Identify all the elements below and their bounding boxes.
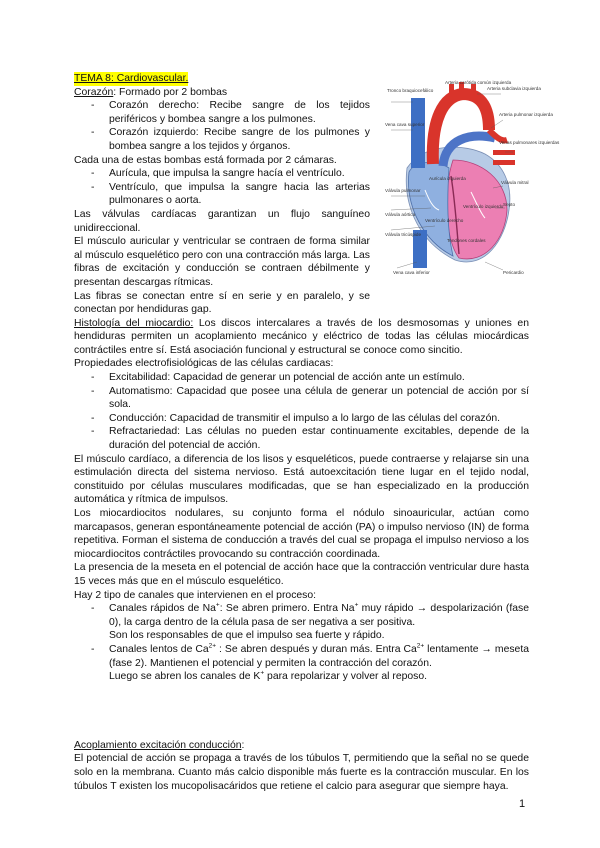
- rapidos-note: Son los responsables de que el impulso sea fuerte y rápido.: [109, 630, 385, 642]
- label-pericardio: Pericardio: [503, 270, 524, 275]
- musculo-text: El músculo auricular y ventricular se contraen de forma similar al músculo esquelético pero con una contracción más larga. Las fibras de excitación y conducción se contraen débilmente y presentan descargas rítmicas.: [74, 236, 370, 288]
- heart-diagram: [385, 80, 560, 276]
- list-item: - Excitabilidad: Capacidad de generar un potencial de acción ante un estímulo.: [74, 371, 529, 385]
- acoplamiento-heading: Acoplamiento excitación conducción:: [74, 739, 245, 751]
- spacer: [74, 684, 529, 739]
- label-auricula: Aurícula izquierda: [429, 176, 466, 181]
- label-arteria-carotida: Arteria carótida común izquierda: [445, 80, 512, 85]
- list-item: - Automatismo: Capacidad que posee una célula de generar un potencial de acción por sí sola.: [74, 385, 529, 412]
- label-vena-cava-inf: Vena cava inferior: [393, 270, 430, 275]
- label-arteria-subclavia: Arteria subclavia izquierda: [487, 86, 541, 91]
- list-item: - Corazón izquierdo: Recibe sangre de los pulmones y bombea sangre a los tejidos y órganos.: [74, 126, 370, 153]
- canales-list: [74, 602, 529, 629]
- label-septo: Septo: [503, 202, 516, 207]
- label-ventriculo-der: Ventrículo derecho: [425, 218, 464, 223]
- list-item: - Conducción: Capacidad de transmitir el impulso a lo largo de las células del corazón.: [74, 412, 529, 426]
- paragraph-miocardiocitos: Los miocardiocitos nodulares, su conjunto forma el nódulo sinoauricular, actúan como marcapasos, generan espontáneamente potencial de acción (PA) o impulso nervioso (IN) de forma repetitiva. Forman el sistema de conducción a través del cual se propaga el impulso nervioso a los miocardiocitos contráctiles provocando su contracción coordinada.: [74, 508, 529, 560]
- label-tendones: Tendones cordales: [447, 238, 486, 243]
- paragraph-meseta: La presencia de la meseta en el potencial de acción hace que la contracción ventricular dure hasta 15 veces más que en el músculo esquelético.: [74, 562, 529, 587]
- propiedades-list: [74, 371, 529, 453]
- label-venas-pulmonares: Venas pulmonares izquierdas: [499, 140, 560, 145]
- label-valvula-mitral: Válvula mitral: [501, 180, 529, 185]
- label-valvula-aortica: Válvula aórtica: [385, 212, 416, 217]
- corazon-section: [74, 86, 370, 317]
- acoplamiento-text: El potencial de acción se propaga a través de los túbulos T, permitiendo que la señal no se quede solo en la membrana. Cuanto más calcio disponible más fuerte es la contracción muscular. En los túbulos T existen los mucopolisacáridos que retiene el calcio para asegurar que siempre haya.: [74, 753, 529, 792]
- page-number: 1: [519, 798, 526, 810]
- canales-intro: Hay 2 tipo de canales que intervienen en el proceso:: [74, 589, 317, 601]
- histologia-paragraph: Histología del miocardio: Los discos intercalares a través de los desmosomas y uniones en hendiduras permiten un acoplamiento mecánico y eléctrico de todas las células miocárdicas contráctiles entre sí. Está asociación funcional y estructural se conoce como sincitio.: [74, 317, 529, 356]
- label-ventriculo-izq: Ventrículo izquierdo: [463, 204, 504, 209]
- lentos-note: Luego se abren los canales de K+ para repolarizar y volver al reposo.: [109, 669, 428, 683]
- label-arteria-pulmonar: Arteria pulmonar izquierda: [499, 112, 553, 117]
- canales-list-2: [74, 643, 529, 670]
- list-item: - Canales lentos de $Ca^{2+}$ : Se abren después y duran más. Entra $Ca^{2+}$ lentamente → meseta (fase 2). Mantienen el potencial y permiten la contracción del corazón.: [74, 643, 529, 670]
- valvulas-text: Las válvulas cardíacas garantizan un flujo sanguíneo unidireccional.: [74, 208, 370, 234]
- camaras-list: [74, 167, 370, 208]
- label-tronco: Tronco braquiocefálico: [387, 88, 434, 93]
- label-valvula-tricuspide: Válvula tricúspide: [385, 232, 422, 237]
- corazon-list: [74, 99, 370, 153]
- list-item: - Corazón derecho: Recibe sangre de los tejidos periféricos y bombea sangre a los pulmones.: [74, 99, 370, 126]
- page-title: TEMA 8: Cardiovascular.: [74, 73, 189, 84]
- paragraph-musculo: El músculo cardíaco, a diferencia de los lisos y esqueléticos, puede contraerse y relajarse sin una estimulación directa del sistema nervioso. Está autoexcitación tiene lugar en el tejido nodal, constituido por células musculares modificadas, que se han especializado en la producción automática y rítmica de impulsos.: [74, 453, 529, 506]
- list-item: - Aurícula, que impulsa la sangre hacía el ventrículo.: [74, 167, 370, 181]
- corazon-heading: Corazón: Formado por 2 bombas: [74, 86, 228, 98]
- list-item: - Canales rápidos de Na+: Se abren primero. Entra Na+ muy rápido → despolarización (fase 0), la carga dentro de la célula pasa de ser negativa a ser positiva.: [74, 602, 529, 629]
- fibras-text: Las fibras se conectan entre sí en serie y en paralelo, y se conectan por hendiduras gap.: [74, 290, 370, 316]
- camaras-intro: Cada una de estas bombas está formada por 2 cámaras.: [74, 154, 337, 166]
- label-vena-cava-sup: Vena cava superior: [385, 122, 425, 127]
- propiedades-intro: Propiedades electrofisiológicas de las células cardiacas:: [74, 358, 334, 370]
- list-item: - Refractariedad: Las células no pueden estar continuamente excitables, depende de la duración del potencial de acción.: [74, 425, 529, 452]
- list-item: - Ventrículo, que impulsa la sangre hacia las arterias pulmonares o aorta.: [74, 181, 370, 208]
- label-valvula-pulmonar: Válvula pulmonar: [385, 188, 421, 193]
